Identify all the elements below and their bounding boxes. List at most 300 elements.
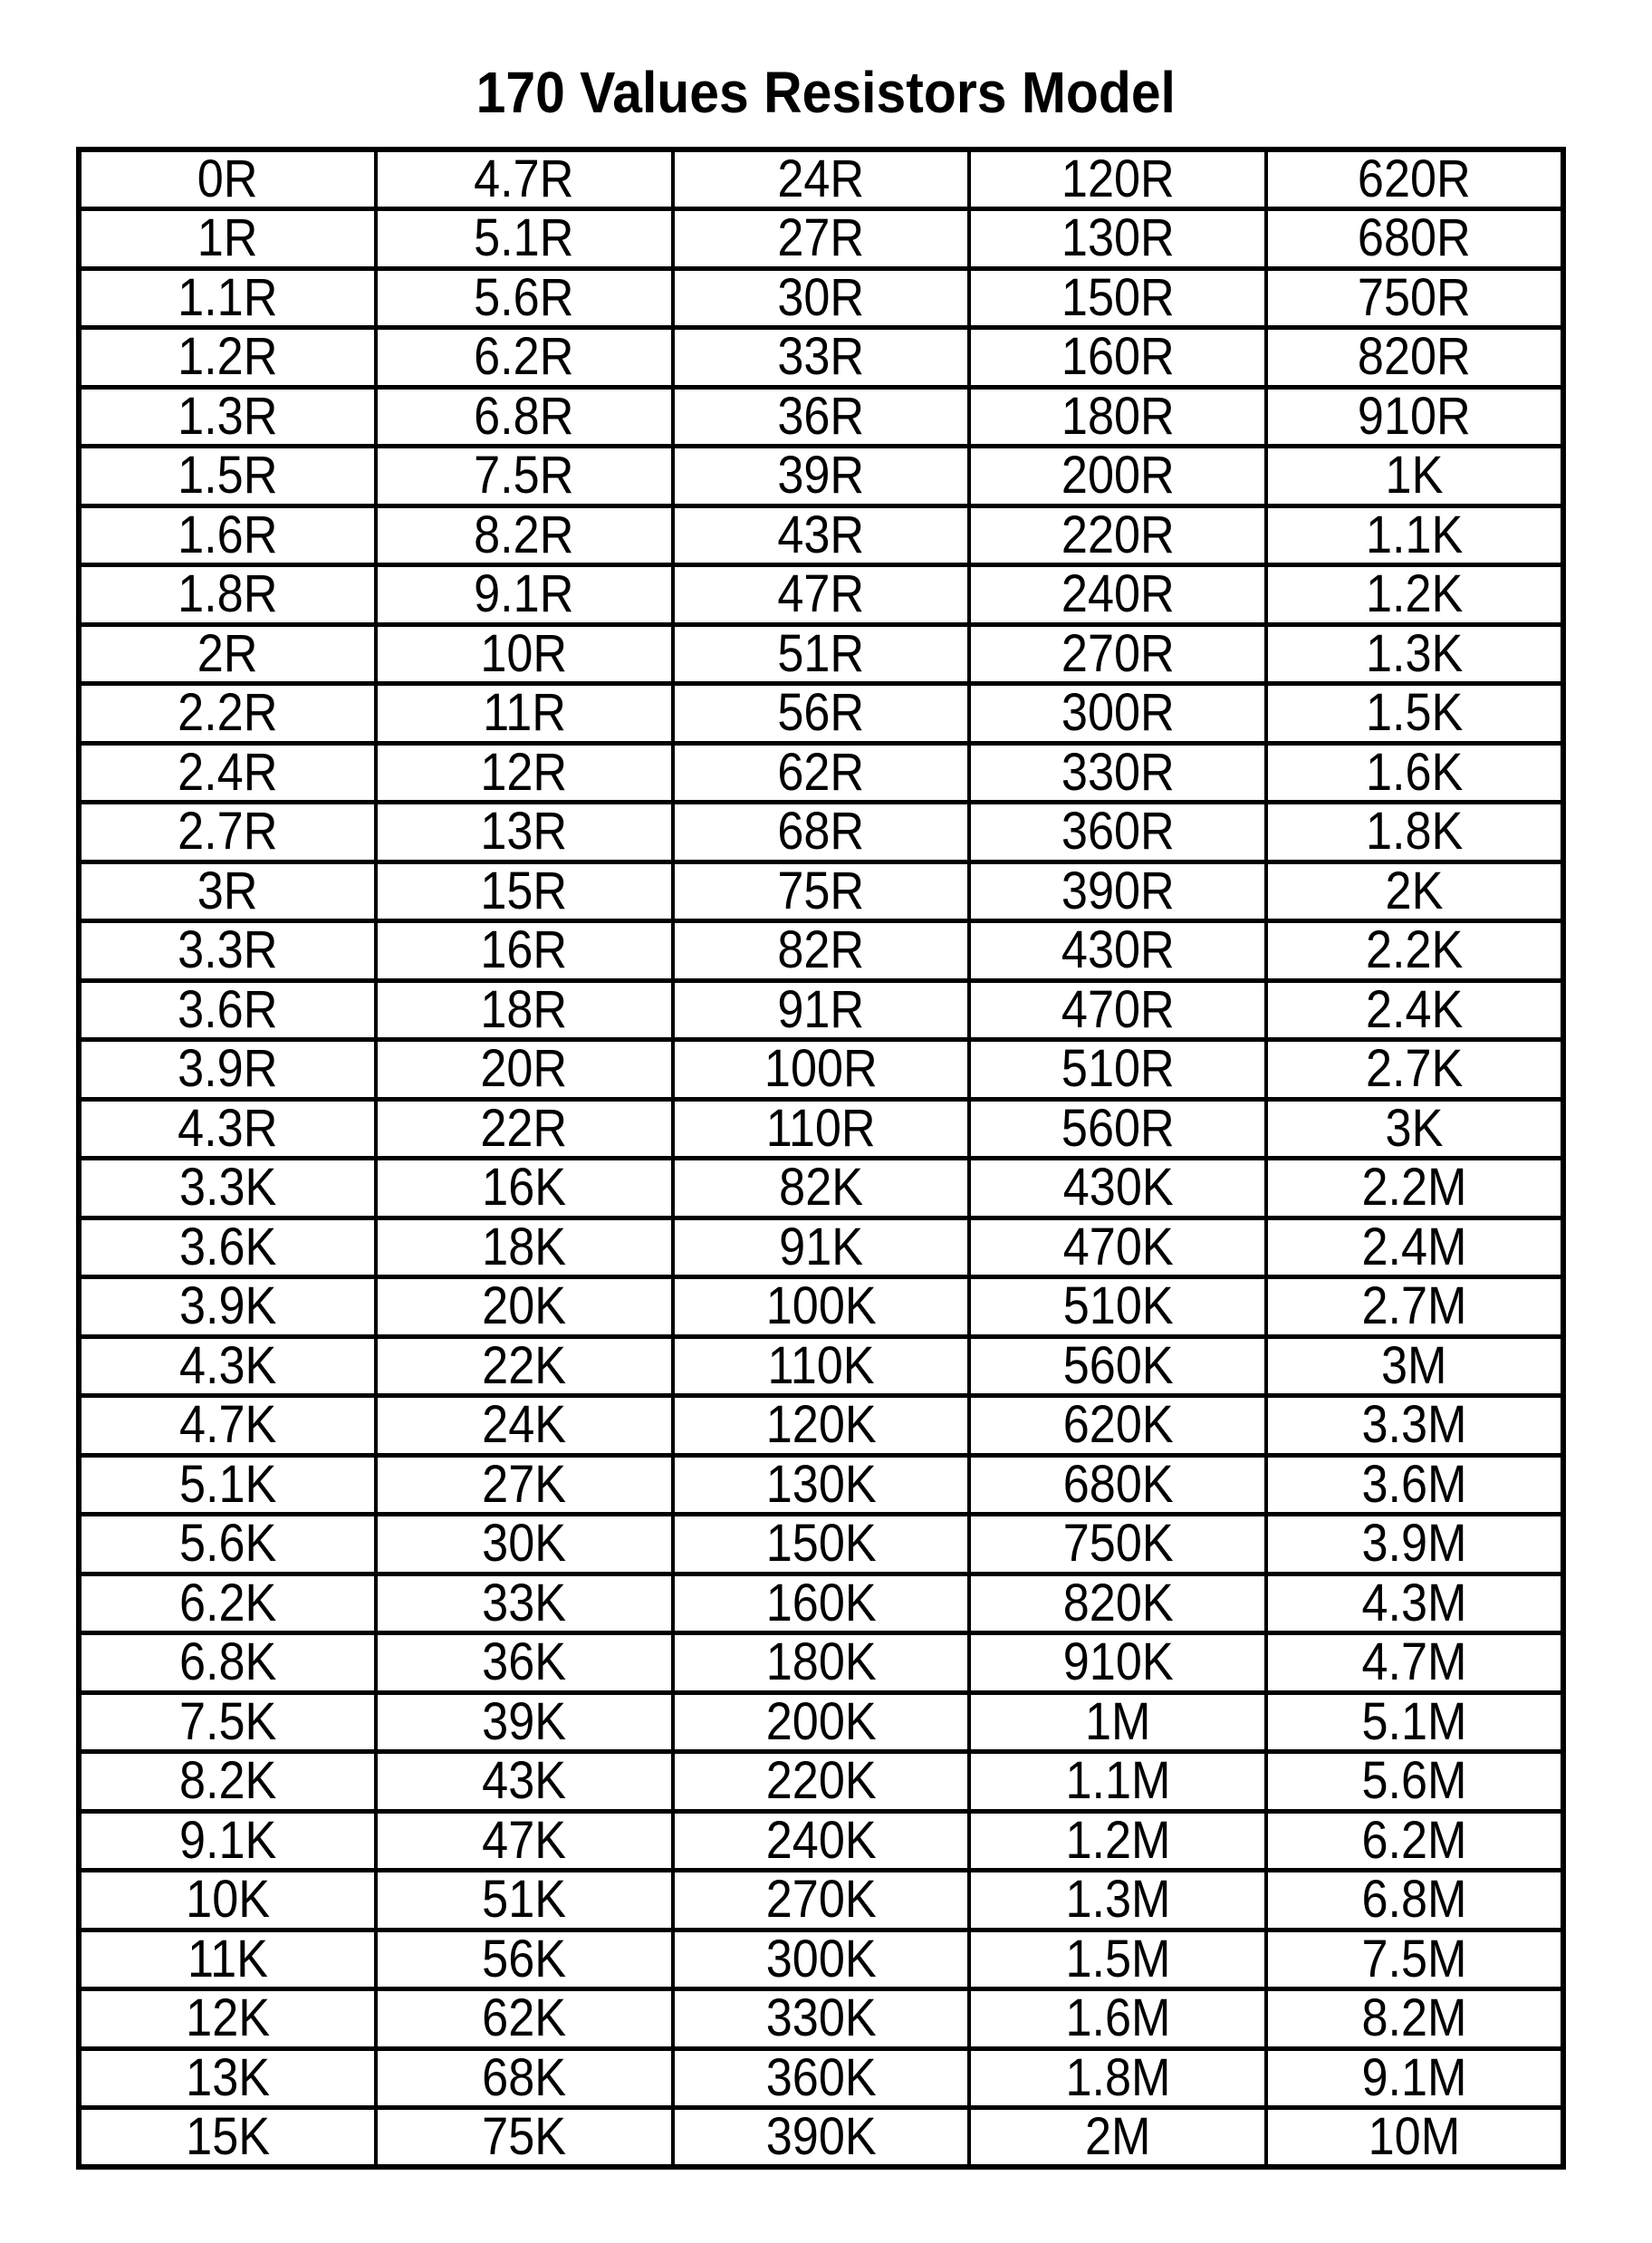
value-cell <box>673 1871 970 1930</box>
value-cell <box>969 447 1266 506</box>
value-cell <box>376 980 673 1040</box>
table-row <box>79 1752 1563 1812</box>
value-cell <box>79 447 376 506</box>
value-cell <box>376 1989 673 2049</box>
value-text: 10K <box>185 1870 270 1930</box>
value-text: 1M <box>1085 1692 1151 1751</box>
value-text: 3.3K <box>178 1158 277 1218</box>
value-cell <box>1266 1515 1563 1574</box>
value-text: 200R <box>1061 446 1175 505</box>
value-text: 560R <box>1061 1099 1175 1158</box>
value-text: 91K <box>779 1218 863 1276</box>
value-cell <box>969 387 1266 447</box>
value-cell <box>376 624 673 684</box>
value-cell <box>376 1574 673 1633</box>
value-text: 3.9R <box>178 1039 278 1099</box>
value-cell <box>969 505 1266 565</box>
value-text: 4.7R <box>474 149 574 208</box>
value-cell <box>1266 2108 1563 2168</box>
value-cell <box>969 1099 1266 1159</box>
value-cell <box>969 980 1266 1040</box>
value-text: 1.2R <box>178 327 278 387</box>
value-text: 2.7K <box>1365 1039 1464 1099</box>
value-cell <box>1266 1218 1563 1277</box>
value-text: 8.2R <box>474 505 574 564</box>
value-text: 3.6K <box>178 1218 277 1276</box>
value-text: 51R <box>777 624 865 683</box>
value-text: 1.5R <box>178 446 278 505</box>
value-text: 1.5M <box>1065 1930 1171 1988</box>
value-cell <box>673 862 970 921</box>
value-cell <box>673 268 970 328</box>
value-cell <box>79 2048 376 2108</box>
value-text: 16R <box>480 920 568 980</box>
value-cell <box>969 1515 1266 1574</box>
value-cell <box>673 1455 970 1515</box>
value-cell <box>376 1099 673 1159</box>
value-text: 820R <box>1358 327 1471 387</box>
value-cell <box>376 1752 673 1812</box>
value-cell <box>969 684 1266 744</box>
value-cell <box>969 1455 1266 1515</box>
value-text: 150K <box>765 1514 877 1574</box>
value-cell <box>673 1930 970 1989</box>
value-text: 68K <box>482 2048 567 2107</box>
table-row <box>79 803 1563 862</box>
value-cell <box>79 1633 376 1693</box>
value-cell <box>376 2048 673 2108</box>
value-text: 56K <box>482 1930 567 1988</box>
table-row <box>79 447 1563 506</box>
value-cell <box>969 1692 1266 1752</box>
value-cell <box>79 268 376 328</box>
table-row <box>79 980 1563 1040</box>
table-row <box>79 1159 1563 1218</box>
value-text: 470R <box>1061 980 1175 1039</box>
value-cell <box>376 1277 673 1337</box>
value-text: 330R <box>1061 743 1175 802</box>
value-cell <box>79 803 376 862</box>
value-cell <box>673 2048 970 2108</box>
value-cell <box>673 328 970 388</box>
value-text: 2.2M <box>1361 1158 1467 1218</box>
table-row <box>79 624 1563 684</box>
value-cell <box>1266 743 1563 803</box>
value-text: 180K <box>765 1632 877 1692</box>
resistor-values-table <box>76 147 1566 2170</box>
value-text: 1.3K <box>1365 624 1464 683</box>
value-cell <box>1266 387 1563 447</box>
table-row <box>79 1336 1563 1396</box>
value-text: 91R <box>777 980 865 1039</box>
value-text: 560K <box>1062 1336 1174 1395</box>
value-cell <box>969 565 1266 625</box>
value-text: 5.6R <box>474 268 574 327</box>
value-text: 360K <box>765 2048 877 2107</box>
value-cell <box>673 1218 970 1277</box>
value-text: 12K <box>185 1988 270 2048</box>
value-cell <box>673 1159 970 1218</box>
value-text: 3M <box>1381 1336 1447 1395</box>
table-row <box>79 1277 1563 1337</box>
value-text: 62K <box>482 1988 567 2048</box>
value-text: 3.6R <box>178 980 278 1039</box>
table-row <box>79 1099 1563 1159</box>
value-text: 120R <box>1061 149 1175 208</box>
table-row <box>79 1930 1563 1989</box>
value-text: 1.8K <box>1365 802 1464 862</box>
value-cell <box>673 803 970 862</box>
value-text: 8.2M <box>1361 1988 1467 2048</box>
value-text: 430R <box>1061 920 1175 980</box>
value-text: 5.1K <box>178 1455 277 1514</box>
value-cell <box>969 862 1266 921</box>
value-text: 9.1M <box>1361 2048 1467 2107</box>
value-text: 47R <box>777 564 865 624</box>
value-text: 910R <box>1358 387 1471 446</box>
value-cell <box>79 1455 376 1515</box>
value-cell <box>376 328 673 388</box>
value-text: 3K <box>1385 1099 1444 1158</box>
value-text: 22R <box>480 1099 568 1158</box>
value-cell <box>673 1396 970 1456</box>
value-text: 130K <box>765 1455 877 1514</box>
value-text: 5.1M <box>1361 1692 1467 1751</box>
value-text: 620K <box>1062 1395 1174 1455</box>
value-text: 6.8M <box>1361 1870 1467 1930</box>
value-cell <box>79 1336 376 1396</box>
value-cell <box>673 209 970 269</box>
value-text: 240R <box>1061 564 1175 624</box>
value-text: 2.7M <box>1361 1276 1467 1336</box>
value-cell <box>1266 1752 1563 1812</box>
table-row <box>79 1040 1563 1100</box>
value-cell <box>79 624 376 684</box>
value-cell <box>376 1159 673 1218</box>
value-cell <box>376 149 673 209</box>
value-text: 4.3M <box>1361 1574 1467 1632</box>
table-row <box>79 1574 1563 1633</box>
value-text: 110K <box>767 1336 875 1395</box>
value-text: 6.2R <box>474 327 574 387</box>
value-cell <box>1266 624 1563 684</box>
value-text: 20R <box>480 1039 568 1099</box>
value-cell <box>673 149 970 209</box>
value-cell <box>79 1515 376 1574</box>
value-cell <box>79 149 376 209</box>
value-cell <box>79 565 376 625</box>
table-row <box>79 328 1563 388</box>
value-cell <box>1266 1040 1563 1100</box>
value-text: 1.2M <box>1065 1811 1171 1870</box>
table-row <box>79 1515 1563 1574</box>
value-text: 300R <box>1061 683 1175 743</box>
value-cell <box>376 1633 673 1693</box>
value-cell <box>1266 1277 1563 1337</box>
value-cell <box>79 980 376 1040</box>
value-cell <box>969 1040 1266 1100</box>
value-text: 13R <box>480 802 568 862</box>
value-cell <box>376 1218 673 1277</box>
value-cell <box>1266 1574 1563 1633</box>
value-text: 20K <box>482 1276 567 1336</box>
value-text: 130R <box>1061 208 1175 268</box>
value-text: 6.2K <box>178 1574 277 1632</box>
value-text: 24R <box>777 149 865 208</box>
value-cell <box>673 387 970 447</box>
value-text: 43R <box>777 505 865 564</box>
value-text: 300K <box>765 1930 877 1988</box>
value-cell <box>969 328 1266 388</box>
value-cell <box>376 268 673 328</box>
value-text: 82R <box>777 920 865 980</box>
table-row <box>79 268 1563 328</box>
value-text: 1.1R <box>178 268 278 327</box>
value-text: 510K <box>1062 1276 1174 1336</box>
value-cell <box>79 1871 376 1930</box>
table-row <box>79 209 1563 269</box>
value-cell <box>79 1218 376 1277</box>
value-cell <box>376 1811 673 1871</box>
value-cell <box>1266 862 1563 921</box>
value-cell <box>376 1455 673 1515</box>
value-cell <box>969 2108 1266 2168</box>
value-text: 330K <box>765 1988 877 2048</box>
value-cell <box>969 149 1266 209</box>
value-text: 51K <box>482 1870 567 1930</box>
value-text: 68R <box>777 802 865 862</box>
value-text: 11K <box>187 1930 268 1988</box>
value-text: 15R <box>480 862 568 920</box>
value-cell <box>1266 209 1563 269</box>
value-cell <box>969 209 1266 269</box>
value-text: 160R <box>1061 327 1175 387</box>
table-row <box>79 1692 1563 1752</box>
value-text: 2K <box>1385 862 1444 920</box>
value-cell <box>376 684 673 744</box>
value-cell <box>79 387 376 447</box>
value-cell <box>673 1692 970 1752</box>
value-text: 100K <box>765 1276 877 1336</box>
value-cell <box>79 921 376 981</box>
value-cell <box>79 1040 376 1100</box>
value-text: 18R <box>480 980 568 1039</box>
value-cell <box>79 1396 376 1456</box>
table-row <box>79 1396 1563 1456</box>
value-cell <box>673 624 970 684</box>
value-cell <box>673 684 970 744</box>
table-row <box>79 1989 1563 2049</box>
value-text: 47K <box>482 1811 567 1870</box>
value-cell <box>376 2108 673 2168</box>
table-row <box>79 565 1563 625</box>
value-cell <box>673 1040 970 1100</box>
value-text: 390R <box>1061 862 1175 920</box>
value-cell <box>673 1989 970 2049</box>
value-cell <box>376 1515 673 1574</box>
value-cell <box>969 1752 1266 1812</box>
value-text: 2R <box>197 624 258 683</box>
value-cell <box>79 2108 376 2168</box>
value-cell <box>969 1277 1266 1337</box>
value-text: 1.6K <box>1365 743 1464 802</box>
value-text: 1.1K <box>1365 505 1464 564</box>
value-text: 5.6K <box>178 1514 277 1574</box>
value-text: 390K <box>765 2107 877 2166</box>
value-cell <box>1266 447 1563 506</box>
value-cell <box>1266 921 1563 981</box>
value-text: 6.8R <box>474 387 574 446</box>
value-text: 620R <box>1358 149 1471 208</box>
value-text: 18K <box>482 1218 567 1276</box>
value-cell <box>969 1218 1266 1277</box>
value-cell <box>969 1336 1266 1396</box>
value-text: 24K <box>482 1395 567 1455</box>
value-text: 6.2M <box>1361 1811 1467 1870</box>
value-text: 75K <box>482 2107 567 2166</box>
value-text: 5.6M <box>1361 1751 1467 1811</box>
table-row <box>79 2048 1563 2108</box>
value-text: 0R <box>197 149 258 208</box>
value-cell <box>79 1159 376 1218</box>
value-cell <box>376 803 673 862</box>
value-text: 13K <box>185 2048 270 2107</box>
value-cell <box>376 1930 673 1989</box>
value-text: 3R <box>197 862 258 920</box>
value-text: 240K <box>765 1811 877 1870</box>
value-cell <box>673 743 970 803</box>
value-text: 1.5K <box>1365 683 1464 743</box>
table-row <box>79 684 1563 744</box>
value-text: 10M <box>1368 2107 1461 2166</box>
table-row <box>79 862 1563 921</box>
value-cell <box>673 921 970 981</box>
value-cell <box>673 980 970 1040</box>
table-row <box>79 1811 1563 1871</box>
value-cell <box>1266 1811 1563 1871</box>
value-cell <box>1266 1396 1563 1456</box>
value-text: 43K <box>482 1751 567 1811</box>
value-cell <box>1266 268 1563 328</box>
value-text: 30K <box>482 1514 567 1574</box>
value-cell <box>969 268 1266 328</box>
value-cell <box>673 1099 970 1159</box>
value-text: 1.6R <box>178 505 278 564</box>
value-cell <box>79 1574 376 1633</box>
table-row <box>79 505 1563 565</box>
value-cell <box>1266 149 1563 209</box>
value-text: 33K <box>482 1574 567 1632</box>
value-text: 910K <box>1062 1632 1174 1692</box>
value-text: 680R <box>1358 208 1471 268</box>
value-text: 510R <box>1061 1039 1175 1099</box>
value-cell <box>673 2108 970 2168</box>
value-text: 1K <box>1385 446 1444 505</box>
value-cell <box>1266 1633 1563 1693</box>
value-cell <box>1266 1336 1563 1396</box>
value-text: 82K <box>779 1158 863 1218</box>
value-cell <box>376 447 673 506</box>
value-text: 820K <box>1062 1574 1174 1632</box>
table-row <box>79 2108 1563 2168</box>
value-text: 3.9K <box>178 1276 277 1336</box>
value-cell <box>1266 505 1563 565</box>
value-cell <box>376 387 673 447</box>
value-text: 12R <box>480 743 568 802</box>
value-text: 1.1M <box>1065 1751 1171 1811</box>
value-cell <box>1266 1692 1563 1752</box>
value-text: 470K <box>1062 1218 1174 1276</box>
value-cell <box>1266 803 1563 862</box>
value-cell <box>79 862 376 921</box>
value-text: 110R <box>766 1099 876 1158</box>
value-text: 220R <box>1061 505 1175 564</box>
value-cell <box>376 743 673 803</box>
value-cell <box>1266 328 1563 388</box>
table-row <box>79 1871 1563 1930</box>
value-text: 33R <box>777 327 865 387</box>
value-text: 27R <box>777 208 865 268</box>
value-text: 100R <box>764 1039 878 1099</box>
value-text: 36R <box>777 387 865 446</box>
value-text: 22K <box>482 1336 567 1395</box>
value-text: 270K <box>765 1870 877 1930</box>
value-cell <box>79 1099 376 1159</box>
value-cell <box>969 1989 1266 2049</box>
value-cell <box>969 803 1266 862</box>
value-text: 120K <box>765 1395 877 1455</box>
value-cell <box>79 209 376 269</box>
value-text: 7.5R <box>474 446 574 505</box>
value-text: 11R <box>482 683 566 743</box>
value-cell <box>673 1515 970 1574</box>
value-cell <box>376 565 673 625</box>
value-text: 680K <box>1062 1455 1174 1514</box>
value-cell <box>79 743 376 803</box>
value-text: 4.7K <box>178 1395 277 1455</box>
value-text: 27K <box>482 1455 567 1514</box>
table-row <box>79 921 1563 981</box>
value-text: 56R <box>777 683 865 743</box>
value-text: 9.1K <box>178 1811 277 1870</box>
value-cell <box>673 1811 970 1871</box>
value-text: 360R <box>1061 802 1175 862</box>
value-text: 1.6M <box>1065 1988 1171 2048</box>
value-text: 4.7M <box>1361 1632 1467 1692</box>
value-cell <box>376 1336 673 1396</box>
value-cell <box>1266 684 1563 744</box>
value-cell <box>969 1159 1266 1218</box>
value-cell <box>1266 2048 1563 2108</box>
value-text: 160K <box>765 1574 877 1632</box>
page-title-text: 170 Values Resistors Model <box>475 60 1177 125</box>
table-row <box>79 387 1563 447</box>
value-text: 1.8M <box>1065 2048 1171 2107</box>
value-text: 15K <box>185 2107 270 2166</box>
value-text: 62R <box>777 743 865 802</box>
value-cell <box>673 447 970 506</box>
value-text: 39R <box>777 446 865 505</box>
value-text: 200K <box>765 1692 877 1751</box>
value-text: 270R <box>1061 624 1175 683</box>
value-cell <box>673 505 970 565</box>
value-text: 7.5K <box>178 1692 277 1751</box>
values-grid <box>76 147 1566 2170</box>
value-text: 9.1R <box>474 564 574 624</box>
value-cell <box>1266 1159 1563 1218</box>
value-cell <box>376 505 673 565</box>
value-cell <box>79 1692 376 1752</box>
